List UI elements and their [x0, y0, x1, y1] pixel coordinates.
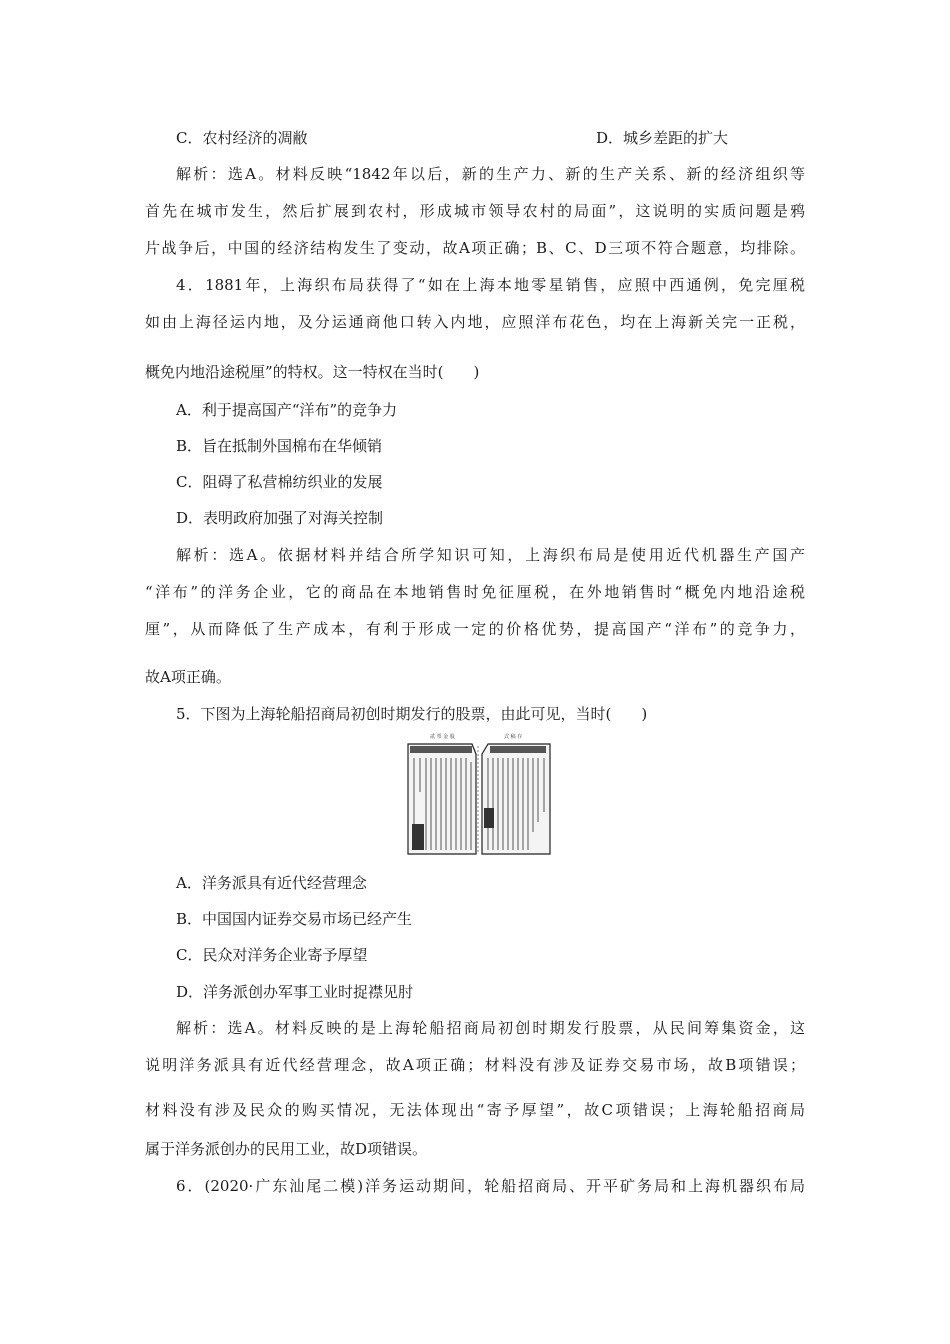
q5-option-d: D．洋务派创办军事工业时捉襟见肘 [176, 983, 414, 1001]
q3-option-c: C．农村经济的凋敝 [176, 129, 308, 147]
q4-analysis-line: 故A项正确。 [145, 668, 231, 686]
q4-option-b: B．旨在抵制外国棉布在华倾销 [176, 437, 383, 455]
q4-stem-line: 4．1881年，上海织布局获得了“如在上海本地零星销售，应照中西通例，免完厘税 [176, 276, 805, 294]
q3-option-d: D．城乡差距的扩大 [596, 129, 729, 147]
q3-analysis-line: 解析：选A。材料反映“1842年以后，新的生产力、新的生产关系、新的经济组织等 [176, 165, 805, 183]
q4-stem-line: 如由上海径运内地，及分运通商他口转入内地，应照洋布花色，均在上海新关完一正税， [145, 313, 805, 331]
svg-text:贰 票 金 股: 贰 票 金 股 [430, 734, 455, 740]
q4-option-c: C．阻碍了私营棉纺织业的发展 [176, 473, 383, 491]
q5-analysis-line: 解析：选A。材料反映的是上海轮船招商局初创时期发行股票，从民间筹集资金，这 [176, 1019, 805, 1037]
svg-text:式 稿 存: 式 稿 存 [504, 734, 523, 740]
q5-option-b: B．中国国内证券交易市场已经产生 [176, 910, 413, 928]
q5-stem: 5．下图为上海轮船招商局初创时期发行的股票，由此可见，当时( ) [176, 705, 648, 723]
q5-option-a: A．洋务派具有近代经营理念 [176, 874, 367, 892]
q3-analysis-line: 首先在城市发生，然后扩展到农村，形成城市领导农村的局面”，这说明的实质问题是鸦 [145, 202, 805, 220]
q5-analysis-line: 说明洋务派具有近代经营理念，故A项正确；材料没有涉及证券交易市场，故B项错误； [145, 1056, 805, 1074]
q3-analysis-line: 片战争后，中国的经济结构发生了变动，故A项正确；B、C、D三项不符合题意，均排除。 [145, 239, 805, 257]
q4-stem-line: 概免内地沿途税厘”的特权。这一特权在当时( ) [145, 363, 480, 381]
q5-option-c: C．民众对洋务企业寄予厚望 [176, 946, 368, 964]
q5-analysis-line: 材料没有涉及民众的购买情况，无法体现出“寄予厚望”，故C项错误；上海轮船招商局 [145, 1101, 805, 1119]
stock-certificate-image [404, 732, 554, 856]
q4-analysis-line: 解析：选A。依据材料并结合所学知识可知，上海织布局是使用近代机器生产国产 [176, 546, 805, 564]
q6-stem: 6．(2020·广东汕尾二模)洋务运动期间，轮船招商局、开平矿务局和上海机器织布局 [176, 1177, 805, 1195]
q5-analysis-line: 属于洋务派创办的民用工业，故D项错误。 [145, 1140, 428, 1158]
q4-option-a: A．利于提高国产“洋布”的竞争力 [176, 401, 398, 419]
q4-analysis-line: “洋布”的洋务企业，它的商品在本地销售时免征厘税，在外地销售时“概免内地沿途税 [145, 583, 805, 601]
q4-analysis-line: 厘”，从而降低了生产成本，有利于形成一定的价格优势，提高国产“洋布”的竞争力， [145, 620, 805, 638]
q4-option-d: D．表明政府加强了对海关控制 [176, 509, 384, 527]
